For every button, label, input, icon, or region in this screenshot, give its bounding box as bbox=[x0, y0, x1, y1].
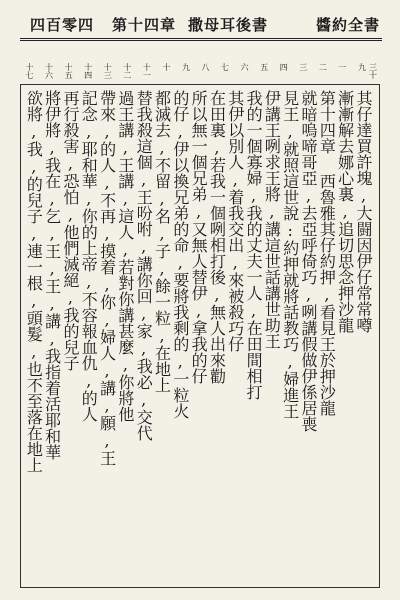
section-title: 撒母耳後書 bbox=[187, 16, 268, 34]
text-column: 過王講,王講,這人,若對你講甚麼,你將他 bbox=[115, 90, 135, 422]
column-number: 十三 bbox=[103, 63, 113, 79]
text-column: 其仔達買許塊,大闘因伊仔常常噂 bbox=[353, 90, 373, 333]
column-number: 五 bbox=[259, 63, 269, 71]
header-rule bbox=[20, 38, 382, 39]
column-number: 十一 bbox=[142, 63, 152, 79]
column-number: 三 bbox=[298, 63, 308, 71]
text-column: 在田裏,若我一個咧相打後,無人出來勸 bbox=[207, 90, 227, 384]
text-column: 都滅去,不留,名,子,餘一粒,在地上 bbox=[152, 90, 172, 393]
column-number: 四 bbox=[279, 63, 289, 71]
text-column: 帶來,的人,不再,摸着,你,婦人,講,願,王 bbox=[97, 90, 117, 466]
column-number: 十 bbox=[161, 63, 171, 71]
column-number-row bbox=[20, 63, 380, 81]
header-rule-2 bbox=[20, 40, 382, 41]
running-header bbox=[30, 14, 380, 36]
text-column: 漸漸解去娜心裏,追切思念押沙龍 bbox=[335, 90, 355, 333]
text-column: 將伊將,我在,乞,王,王,講,我指着活耶和華 bbox=[42, 90, 62, 460]
text-column: 替我殺這個,王吩咐,講你回,家,我必,交代 bbox=[134, 90, 154, 441]
text-column: 再行殺害,恐怕,他們滅絕,我的兒子 bbox=[60, 90, 80, 371]
text-column: 記念,耶和華,你的上帝,不容報血仇,的人 bbox=[79, 90, 99, 422]
column-number: 十六 bbox=[44, 63, 54, 79]
column-number: 一 bbox=[337, 63, 347, 71]
text-column: 我的一個寡婦,我的丈夫一人,在田間相打 bbox=[244, 90, 264, 400]
column-number: 八 bbox=[201, 63, 210, 71]
text-column: 第十四章 西魯雅其仔約押,看見王於押沙龍 bbox=[317, 90, 337, 416]
text-column: 欲將,我,的兒子,連一根,頭髮,也不至落在地上 bbox=[24, 90, 44, 473]
text-column: 的仔,伊以換兄弟的命,要將我剩的,一粒火 bbox=[170, 90, 190, 419]
text-column: 見王,就照這世說:約押就將話教巧,婦進王 bbox=[280, 90, 300, 419]
column-number: 十二 bbox=[122, 63, 132, 79]
text-column: 其伊以別人,着我交出,來被殺巧仔 bbox=[225, 90, 245, 352]
text-column: 就暗嗚啼哥亞,去亞呼倚巧,咧講假做伊係居喪 bbox=[299, 90, 319, 432]
column-number: 三十九 bbox=[357, 63, 378, 79]
column-number: 七 bbox=[220, 63, 230, 71]
text-column: 所以無一個兄弟,又無人替伊,拿我的仔 bbox=[189, 90, 209, 384]
column-number: 二 bbox=[318, 63, 328, 71]
page-number: 四百零四 bbox=[30, 16, 95, 34]
column-number: 十五 bbox=[64, 63, 74, 79]
book-title: 醬約全書 bbox=[315, 16, 380, 34]
column-number: 十七 bbox=[25, 63, 34, 79]
text-column: 伊講王咧求王將,講這世話講世助王 bbox=[262, 90, 282, 349]
column-number: 十四 bbox=[83, 63, 93, 79]
column-number: 六 bbox=[240, 63, 250, 71]
column-number: 九 bbox=[181, 63, 191, 71]
chapter-label: 第十四章 bbox=[111, 16, 176, 34]
